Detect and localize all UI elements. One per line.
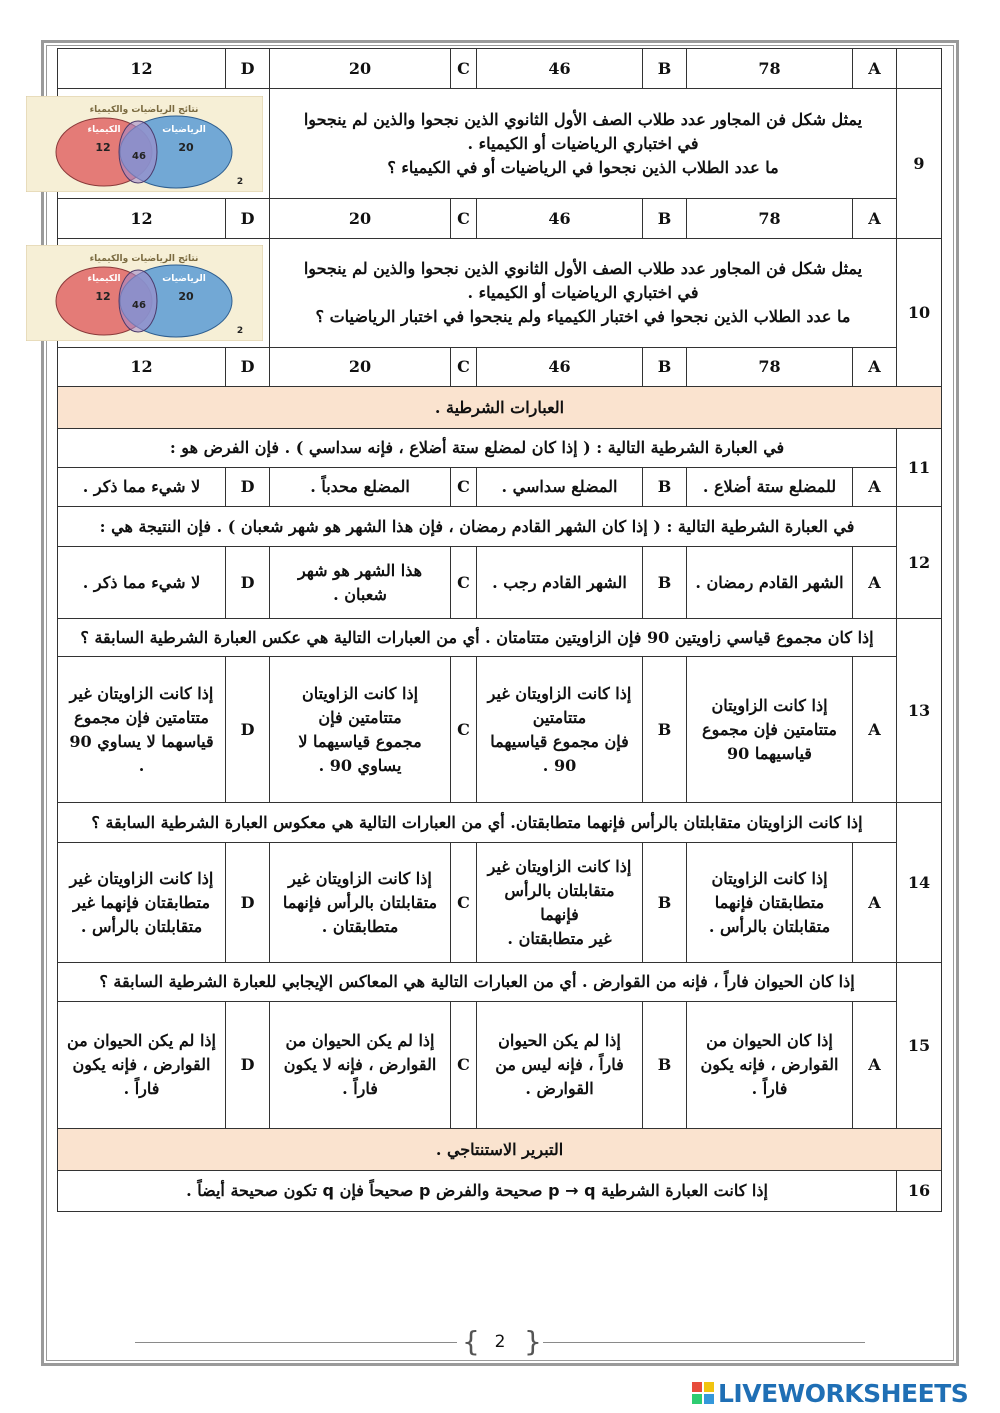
option-line: إذا كانت الزاويتان	[711, 695, 828, 715]
question-line: ما عدد الطلاب الذين نجحوا في الرياضيات أو في الكيمياء ؟	[387, 157, 779, 177]
option-line: إذا لم يكن الحيوان	[498, 1031, 621, 1050]
option-line: إذا لم يكن الحيوان من	[285, 1031, 435, 1050]
option-b-text[interactable]	[477, 657, 643, 803]
option-line: فاراً .	[342, 1079, 378, 1098]
option-letter-d: D	[226, 1002, 270, 1129]
option-letter-d: D	[226, 49, 270, 89]
question-number: 10	[897, 239, 942, 387]
venn-math-label: الرياضيات	[162, 124, 206, 135]
page-bracket-right: }	[524, 1325, 542, 1358]
logo-square-yellow	[704, 1382, 714, 1392]
logo-square-blue	[704, 1394, 714, 1404]
option-letter-c: C	[451, 468, 477, 507]
question-number: 11	[897, 429, 942, 507]
option-d-text[interactable]: لا شيء مما ذكر .	[58, 468, 226, 507]
option-c-text[interactable]	[270, 547, 451, 619]
option-line: متقابلتان بالرأس فإنهما	[282, 892, 438, 912]
option-b-text[interactable]: المضلع سداسي .	[477, 468, 643, 507]
option-line: متقابلتان بالرأس .	[80, 916, 203, 936]
statement-part: صحيحة والفرض	[435, 1181, 543, 1200]
option-letter-c: C	[451, 657, 477, 803]
option-line: غير متطابقتان .	[507, 928, 612, 948]
question-line: في اختباري الرياضيات أو الكيمياء .	[467, 283, 699, 302]
answer-row	[58, 199, 942, 239]
option-line: إذا كانت الزاويتان غير	[69, 683, 214, 703]
option-c-text[interactable]	[270, 843, 451, 963]
venn-chem-only-value: 12	[95, 290, 111, 303]
question-text: في العبارة الشرطية التالية : ( إذا كان لمضلع ستة أضلاع ، فإنه سداسي ) . فإن الفرض هو :	[58, 429, 897, 468]
option-line: متطابقتان .	[321, 916, 399, 936]
section-title-conditional: العبارات الشرطية .	[58, 387, 942, 429]
option-letter-a: A	[853, 468, 897, 507]
liveworksheets-logo	[692, 1378, 968, 1408]
option-letter-b: B	[643, 1002, 687, 1129]
answer-row	[58, 468, 942, 507]
venn-diagram-image	[26, 245, 263, 341]
option-line: إذا كانت الزاويتان غير	[487, 856, 632, 876]
option-letter-c: C	[451, 49, 477, 89]
option-letter-b: B	[643, 348, 687, 387]
answer-row	[58, 657, 942, 803]
venn-both-value: 46	[132, 150, 146, 162]
number-cell-empty	[897, 49, 942, 89]
section-header-row	[58, 1129, 942, 1171]
option-letter-b: B	[643, 199, 687, 239]
option-a-value[interactable]: 78	[687, 49, 853, 89]
option-letter-a: A	[853, 348, 897, 387]
venn-diagram-image	[26, 96, 263, 192]
question-number: 16	[897, 1171, 942, 1212]
statement-part: صحيحاً فإن	[339, 1181, 414, 1200]
option-b-text[interactable]	[477, 1002, 643, 1129]
liveworksheets-icon	[692, 1382, 714, 1404]
option-line: إذا لم يكن الحيوان من	[67, 1031, 216, 1050]
option-letter-a: A	[853, 1002, 897, 1129]
answer-row	[58, 348, 942, 387]
option-b-value[interactable]: 46	[477, 49, 643, 89]
option-line: إذا كانت الزاويتان	[711, 868, 828, 888]
venn-math-only-value: 20	[178, 290, 194, 303]
option-b-text[interactable]: الشهر القادم رجب .	[477, 547, 643, 619]
option-c-value[interactable]: 20	[270, 49, 451, 89]
footer-divider-right	[543, 1342, 865, 1343]
statement-part: إذا كانت العبارة الشرطية	[601, 1181, 768, 1200]
option-line: إذا كانت الزاويتان غير	[288, 868, 432, 888]
option-b-value[interactable]: 46	[477, 199, 643, 239]
option-letter-c: C	[451, 199, 477, 239]
option-line: شعبان .	[333, 584, 387, 604]
option-line: القوارض .	[525, 1079, 594, 1098]
question-text: إذا كان الحيوان فاراً ، فإنه من القوارض . أي من العبارات التالية هي المعاكس الإيجابي للعبارة الشرطية السابقة ؟	[58, 963, 897, 1002]
option-line: .	[138, 755, 145, 775]
question-row-14	[58, 803, 942, 843]
question-number: 15	[897, 963, 942, 1129]
option-letter-c: C	[451, 547, 477, 619]
option-letter-d: D	[226, 843, 270, 963]
venn-chem-only-value: 12	[95, 140, 111, 154]
variable-p: p	[418, 1181, 431, 1200]
question-row-13	[58, 619, 942, 657]
option-line: القوارض ، فإنه يكون	[700, 1055, 839, 1074]
option-d-value[interactable]: 12	[58, 348, 226, 387]
option-letter-a: A	[853, 49, 897, 89]
option-letter-c: C	[451, 1002, 477, 1129]
option-a-text[interactable]: للمضلع ستة أضلاع .	[687, 468, 853, 507]
option-letter-b: B	[643, 843, 687, 963]
option-letter-b: B	[643, 468, 687, 507]
option-b-text[interactable]	[477, 843, 643, 963]
option-letter-b: B	[643, 657, 687, 803]
option-a-value[interactable]: 78	[687, 348, 853, 387]
option-line: قياسيهما 90	[727, 743, 812, 763]
section-title-deductive: التبرير الاستنتاجي .	[58, 1129, 942, 1171]
venn-diagram-cell	[58, 89, 270, 199]
option-line: إذا كانت الزاويتان غير	[487, 683, 632, 703]
option-d-text[interactable]	[58, 843, 226, 963]
question-text	[270, 89, 897, 199]
option-letter-d: D	[226, 547, 270, 619]
page-bracket-left: {	[462, 1325, 480, 1358]
option-letter-d: D	[226, 199, 270, 239]
option-c-text[interactable]: المضلع محدباً .	[270, 468, 451, 507]
question-line: في اختباري الرياضيات أو الكيمياء .	[467, 133, 699, 153]
option-letter-a: A	[853, 657, 897, 803]
option-c-text[interactable]	[270, 1002, 451, 1129]
option-line: فإن مجموع قياسيهما	[490, 731, 629, 751]
option-line: متتامتين	[532, 707, 587, 727]
option-line: متتامتين فإن مجموع	[702, 719, 837, 739]
option-letter-a: A	[853, 843, 897, 963]
option-line: مجموع قياسيهما لا	[298, 731, 422, 751]
question-row-16	[58, 1171, 942, 1212]
statement-part: تكون صحيحة أيضاً .	[186, 1181, 317, 1200]
brand-name: LIVEWORKSHEETS	[718, 1378, 969, 1408]
section-header-row	[58, 387, 942, 429]
question-text	[58, 1171, 897, 1212]
option-line: القوارض ، فإنه لا يكون	[283, 1055, 437, 1074]
venn-title: نتائج الرياضيات والكيمياء	[89, 104, 199, 115]
option-line: فاراً .	[751, 1079, 788, 1098]
question-number: 14	[897, 803, 942, 963]
option-c-value[interactable]: 20	[270, 348, 451, 387]
variable-q: q	[322, 1181, 334, 1200]
logo-square-red	[692, 1382, 702, 1392]
option-line: متطابقتان فإنهما غير	[72, 892, 211, 912]
question-text	[270, 239, 897, 348]
answer-row	[58, 1002, 942, 1129]
option-line: متقابلتان بالرأس فإنهما	[504, 880, 615, 924]
venn-chem-label: الكيمياء	[87, 124, 121, 135]
option-letter-a: A	[853, 547, 897, 619]
option-line: فاراً ، فإنه ليس من	[495, 1055, 624, 1074]
option-line: يساوي 90 .	[318, 755, 402, 775]
question-text: إذا كانت الزاويتان متقابلتان بالرأس فإنهما متطابقتان. أي من العبارات التالية هي معكوس العبارة الشرطية السابقة ؟	[58, 803, 897, 843]
venn-math-label: الرياضيات	[162, 274, 206, 284]
option-line: قياسهما لا يساوي 90	[69, 731, 214, 751]
option-line: متتامتين فإن	[318, 707, 402, 727]
question-line: يمثل شكل فن المجاور عدد طلاب الصف الأول الثانوي الذين نجحوا والذين لم ينجحوا	[303, 259, 863, 278]
option-d-value[interactable]: 12	[58, 49, 226, 89]
answer-row	[58, 547, 942, 619]
option-d-text[interactable]: لا شيء مما ذكر .	[58, 547, 226, 619]
option-letter-c: C	[451, 348, 477, 387]
option-d-text[interactable]	[58, 657, 226, 803]
option-line: متتامتين فإن مجموع	[74, 707, 209, 727]
option-d-value[interactable]: 12	[58, 199, 226, 239]
option-b-value[interactable]: 46	[477, 348, 643, 387]
question-line: ما عدد الطلاب الذين نجحوا في اختبار الكيمياء ولم ينجحوا في اختبار الرياضيات ؟	[315, 307, 851, 326]
venn-neither-value: 2	[236, 176, 244, 187]
option-line: هذا الشهر هو شهر	[297, 560, 423, 580]
question-number: 13	[897, 619, 942, 803]
option-a-text[interactable]	[687, 657, 853, 803]
option-letter-b: B	[643, 547, 687, 619]
option-letter-b: B	[643, 49, 687, 89]
venn-chem-label: الكيمياء	[87, 274, 121, 284]
question-number: 9	[897, 89, 942, 239]
footer-divider-left	[135, 1342, 457, 1343]
option-a-text[interactable]	[687, 1002, 853, 1129]
question-row-11	[58, 429, 942, 468]
question-text: إذا كان مجموع قياسي زاويتين 90 فإن الزاويتين متتامتان . أي من العبارات التالية هي عكس العبارة الشرطية السابقة ؟	[58, 619, 897, 657]
option-c-text[interactable]	[270, 657, 451, 803]
option-letter-c: C	[451, 843, 477, 963]
venn-title: نتائج الرياضيات والكيمياء	[89, 254, 199, 264]
question-text: في العبارة الشرطية التالية : ( إذا كان الشهر القادم رمضان ، فإن هذا الشهر هو شهر شعبان ) . فإن النتيجة هي :	[58, 507, 897, 547]
page-number: 2	[494, 1332, 506, 1352]
option-a-value[interactable]: 78	[687, 199, 853, 239]
option-a-text[interactable]: الشهر القادم رمضان .	[687, 547, 853, 619]
option-letter-a: A	[853, 199, 897, 239]
venn-neither-value: 2	[236, 326, 244, 336]
option-letter-d: D	[226, 657, 270, 803]
option-line: القوارض ، فإنه يكون	[72, 1055, 211, 1074]
venn-math-only-value: 20	[178, 140, 194, 154]
option-line: إذا كانت الزاويتان	[301, 683, 419, 703]
option-letter-d: D	[226, 348, 270, 387]
question-row-10	[58, 239, 942, 348]
worksheet-table	[57, 48, 942, 1212]
implication-symbol: p → q	[548, 1181, 596, 1200]
venn-diagram-cell	[58, 239, 270, 348]
option-line: فاراً .	[123, 1079, 160, 1098]
question-line: يمثل شكل فن المجاور عدد طلاب الصف الأول الثانوي الذين نجحوا والذين لم ينجحوا	[303, 109, 863, 129]
option-c-value[interactable]: 20	[270, 199, 451, 239]
logo-square-green	[692, 1394, 702, 1404]
option-line: متطابقتان فإنهما	[714, 892, 825, 912]
venn-both-value: 46	[132, 300, 146, 311]
question-row-15	[58, 963, 942, 1002]
option-a-text[interactable]	[687, 843, 853, 963]
question-row-12	[58, 507, 942, 547]
option-line: إذا كان الحيوان من	[706, 1031, 833, 1050]
question-row-9	[58, 89, 942, 199]
answer-row	[58, 49, 942, 89]
option-d-text[interactable]	[58, 1002, 226, 1129]
option-letter-d: D	[226, 468, 270, 507]
option-line: متقابلتان بالرأس .	[708, 916, 831, 936]
option-line: 90 .	[542, 755, 577, 775]
option-line: إذا كانت الزاويتان غير	[69, 868, 214, 888]
question-number: 12	[897, 507, 942, 619]
answer-row	[58, 843, 942, 963]
